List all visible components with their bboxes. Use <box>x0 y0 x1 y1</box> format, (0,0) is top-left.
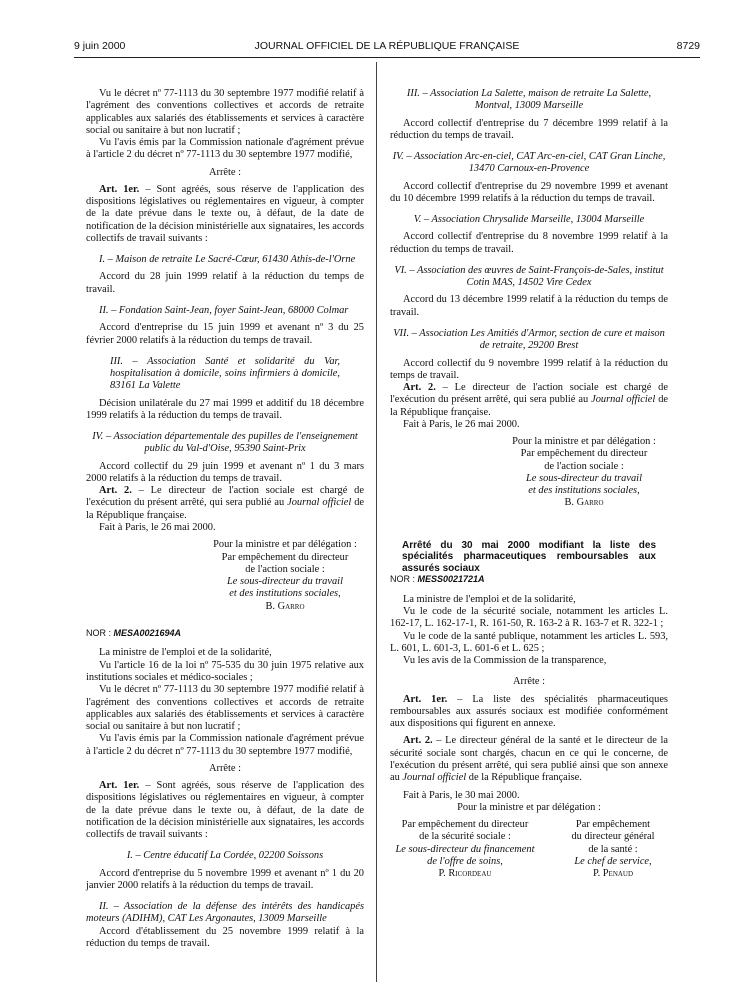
paragraph: Accord collectif d'entreprise du 8 novembre 1999 relatif à la réduction du temps de travail. <box>390 231 668 255</box>
section-title: IV. – Association départementale des pupilles de l'enseignement public du Val-d'Oise, 95390 Saint-Prix <box>92 431 358 455</box>
paragraph: Accord du 13 décembre 1999 relatif à la réduction du temps de travail. <box>390 294 668 318</box>
section-title: II. – Association de la défense des intérêts des handicapés moteurs (ADIHM), CAT Les Argonautes, 13009 Marseille <box>86 901 364 925</box>
nor-reference: NOR : MESA0021694A <box>86 627 182 638</box>
journal-title: JOURNAL OFFICIEL DE LA RÉPUBLIQUE FRANÇAISE <box>254 40 520 52</box>
paragraph: Vu l'avis émis par la Commission nationale d'agrément prévue à l'article 2 du décret nº 77-1113 du 30 septembre 1977 modifié, <box>86 733 364 757</box>
header-rule <box>74 57 700 58</box>
paragraph: Accord collectif du 29 juin 1999 et avenant nº 1 du 3 mars 2000 relatifs à la réduction du temps de travail. <box>86 460 364 484</box>
paragraph: Accord d'entreprise du 15 juin 1999 et avenant nº 3 du 25 février 2000 relatifs à la réduction du temps de travail. <box>86 322 364 346</box>
paragraph: Accord d'entreprise du 5 novembre 1999 et avenant nº 1 du 20 janvier 2000 relatifs à la réduction du temps de travail. <box>86 867 364 891</box>
section-title: I. – Centre éducatif La Cordée, 02200 Soissons <box>126 850 324 862</box>
signatory-name: B. Garro <box>564 497 604 509</box>
section-title: VII. – Association Les Amitiés d'Armor, section de cure et maison de retraite, 29200 Brest <box>393 327 665 352</box>
article-1: Art. 1er. – Sont agréés, sous réserve de l'application des dispositions législatives ou réglementaires en vigueur, à compter de la date prévue dans le texte ou, à défaut, de la date de notification de la décision ministérielle aux signataires, les accords collectifs de travail suivants : <box>86 183 364 244</box>
article-1: Art. 1er. – La liste des spécialités pharmaceutiques remboursables aux assurés sociaux est modifiée conformément aux dispositions qui figurent en annexe. <box>390 693 668 730</box>
article-2: Art. 2. – Le directeur général de la santé et le directeur de la sécurité sociale sont chargés, chacun en ce qui le concerne, de l'exécution du présent arrêté, qui sera publié ainsi que son annexe au Journal officiel de la République française. <box>390 735 668 784</box>
section-title: III. – Association La Salette, maison de retraite La Salette, Montval, 13009 Marseille <box>406 88 652 112</box>
signature-right: Par empêchement du directeur général de la santé : Le chef de service, P. Penaud <box>558 819 668 880</box>
signature-block: Pour la ministre et par délégation : Par empêchement du directeur de l'action sociale : Le sous-directeur du travail et des institutions sociales, B. Garro <box>500 436 668 510</box>
paragraph: La ministre de l'emploi et de la solidarité, <box>99 647 272 659</box>
signature-delegation: Pour la ministre et par délégation : <box>457 801 601 813</box>
paragraph: Vu les avis de la Commission de la transparence, <box>403 655 607 667</box>
page-header <box>74 40 700 54</box>
paragraph: La ministre de l'emploi et de la solidarité, <box>403 593 576 605</box>
article-label: Art. 1er. <box>99 183 140 195</box>
nor-reference: NOR : MESS0021721A <box>390 574 485 585</box>
paragraph: Vu le décret nº 77-1113 du 30 septembre 1977 modifié relatif à l'agrément des conventions collectives et accords de retraite applicables aux salariés des établissements et services à caractère social ou sanitaire à but non lucratif ; <box>86 684 364 733</box>
article-label: Art. 2. <box>403 735 433 747</box>
paragraph: Vu le code de la santé publique, notamment les articles L. 593, L. 601, L. 601-3, L. 601-6 et L. 625 ; <box>390 630 668 654</box>
signature-date: Fait à Paris, le 30 mai 2000. <box>403 789 520 801</box>
article-1: Art. 1er. – Sont agréés, sous réserve de l'application des dispositions législatives ou réglementaires en vigueur, à compter de la date prévue dans le texte ou, à défaut, de la date de notification de la décision ministérielle aux signataires, les accords collectifs de travail suivants : <box>86 780 364 841</box>
paragraph: Accord du 28 juin 1999 relatif à la réduction du temps de travail. <box>86 271 364 295</box>
arrete-heading: Arrête : <box>208 166 242 178</box>
article-label: Art. 1er. <box>403 693 448 705</box>
arrete-heading: Arrête : <box>208 762 242 774</box>
signature-left: Par empêchement du directeur de la sécurité sociale : Le sous-directeur du financement de l'offre de soins, P. Ricordeau <box>390 819 540 880</box>
section-title: III. – Association Santé et solidarité du Var, hospitalisation à domicile, soins infirmiers à domicile, 83161 La Valette <box>110 355 340 392</box>
left-column <box>86 88 364 950</box>
article-label: Art. 1er. <box>99 780 140 792</box>
signatory-name: B. Garro <box>265 600 305 612</box>
paragraph: Accord collectif d'entreprise du 29 novembre 1999 et avenant du 10 décembre 1999 relatifs à la réduction du temps de travail. <box>390 180 668 204</box>
paragraph: Vu l'article 16 de la loi nº 75-535 du 30 juin 1975 relative aux institutions sociales et médico-sociales ; <box>86 659 364 683</box>
column-divider <box>376 62 377 982</box>
section-title: I. – Maison de retraite Le Sacré-Cœur, 61430 Athis-de-l'Orne <box>99 254 356 266</box>
article-2: Art. 2. – Le directeur de l'action sociale est chargé de l'exécution du présent arrêté, qui sera publié au Journal officiel de la République française. <box>390 382 669 418</box>
dual-signature-block <box>390 819 668 880</box>
signature-block: Pour la ministre et par délégation : Par empêchement du directeur de l'action sociale : Le sous-directeur du travail et des institutions sociales, B. Garro <box>206 539 364 613</box>
signatory-name: P. Penaud <box>592 868 634 880</box>
paragraph: Accord d'établissement du 25 novembre 1999 relatif à la réduction du temps de travail. <box>86 925 364 950</box>
signatory-name: P. Ricordeau <box>438 868 492 880</box>
section-title: II. – Fondation Saint-Jean, foyer Saint-Jean, 68000 Colmar <box>99 304 349 316</box>
paragraph: Vu le code de la sécurité sociale, notamment les articles L. 162-17, L. 162-17-1, R. 161-50, R. 163-2 à R. 163-7 et R. 322-1 ; <box>390 606 668 630</box>
right-column <box>390 88 668 880</box>
section-title: VI. – Association des œuvres de Saint-François-de-Sales, institut Cotin MAS, 14502 Vire Cedex <box>394 264 664 289</box>
issue-date: 9 juin 2000 <box>74 40 126 52</box>
arrete-title: Arrêté du 30 mai 2000 modifiant la liste des spécialités pharmaceutiques remboursables aux assurés sociaux <box>402 539 656 574</box>
page-number: 8729 <box>676 40 700 52</box>
section-title: V. – Association Chrysalide Marseille, 13004 Marseille <box>413 214 645 226</box>
signature-date: Fait à Paris, le 26 mai 2000. <box>403 418 520 430</box>
article-label: Art. 2. <box>99 485 132 497</box>
arrete-heading: Arrête : <box>512 676 546 688</box>
paragraph: Accord collectif du 9 novembre 1999 relatif à la réduction du temps de travail. <box>390 357 668 381</box>
section-title: IV. – Association Arc-en-ciel, CAT Arc-en-ciel, CAT Gran Linche, 13470 Carnoux-en-Provence <box>392 151 666 175</box>
paragraph: Décision unilatérale du 27 mai 1999 et additif du 18 décembre 1999 relatifs à la réduction du temps de travail. <box>86 397 364 421</box>
article-2: Art. 2. – Le directeur de l'action sociale est chargé de l'exécution du présent arrêté, qui sera publié au Journal officiel de la République française. <box>86 485 365 521</box>
paragraph: Accord collectif d'entreprise du 7 décembre 1999 relatif à la réduction du temps de travail. <box>390 117 668 141</box>
signature-date: Fait à Paris, le 26 mai 2000. <box>99 521 216 533</box>
article-label: Art. 2. <box>403 382 436 394</box>
paragraph: Vu le décret nº 77-1113 du 30 septembre 1977 modifié relatif à l'agrément des conventions collectives et accords de retraite applicables aux salariés des établissements et services à caractère social ou sanitaire à but non lucratif ; <box>86 88 364 136</box>
paragraph: Vu l'avis émis par la Commission nationale d'agrément prévue à l'article 2 du décret nº 77-1113 du 30 septembre 1977 modifié, <box>86 137 364 161</box>
